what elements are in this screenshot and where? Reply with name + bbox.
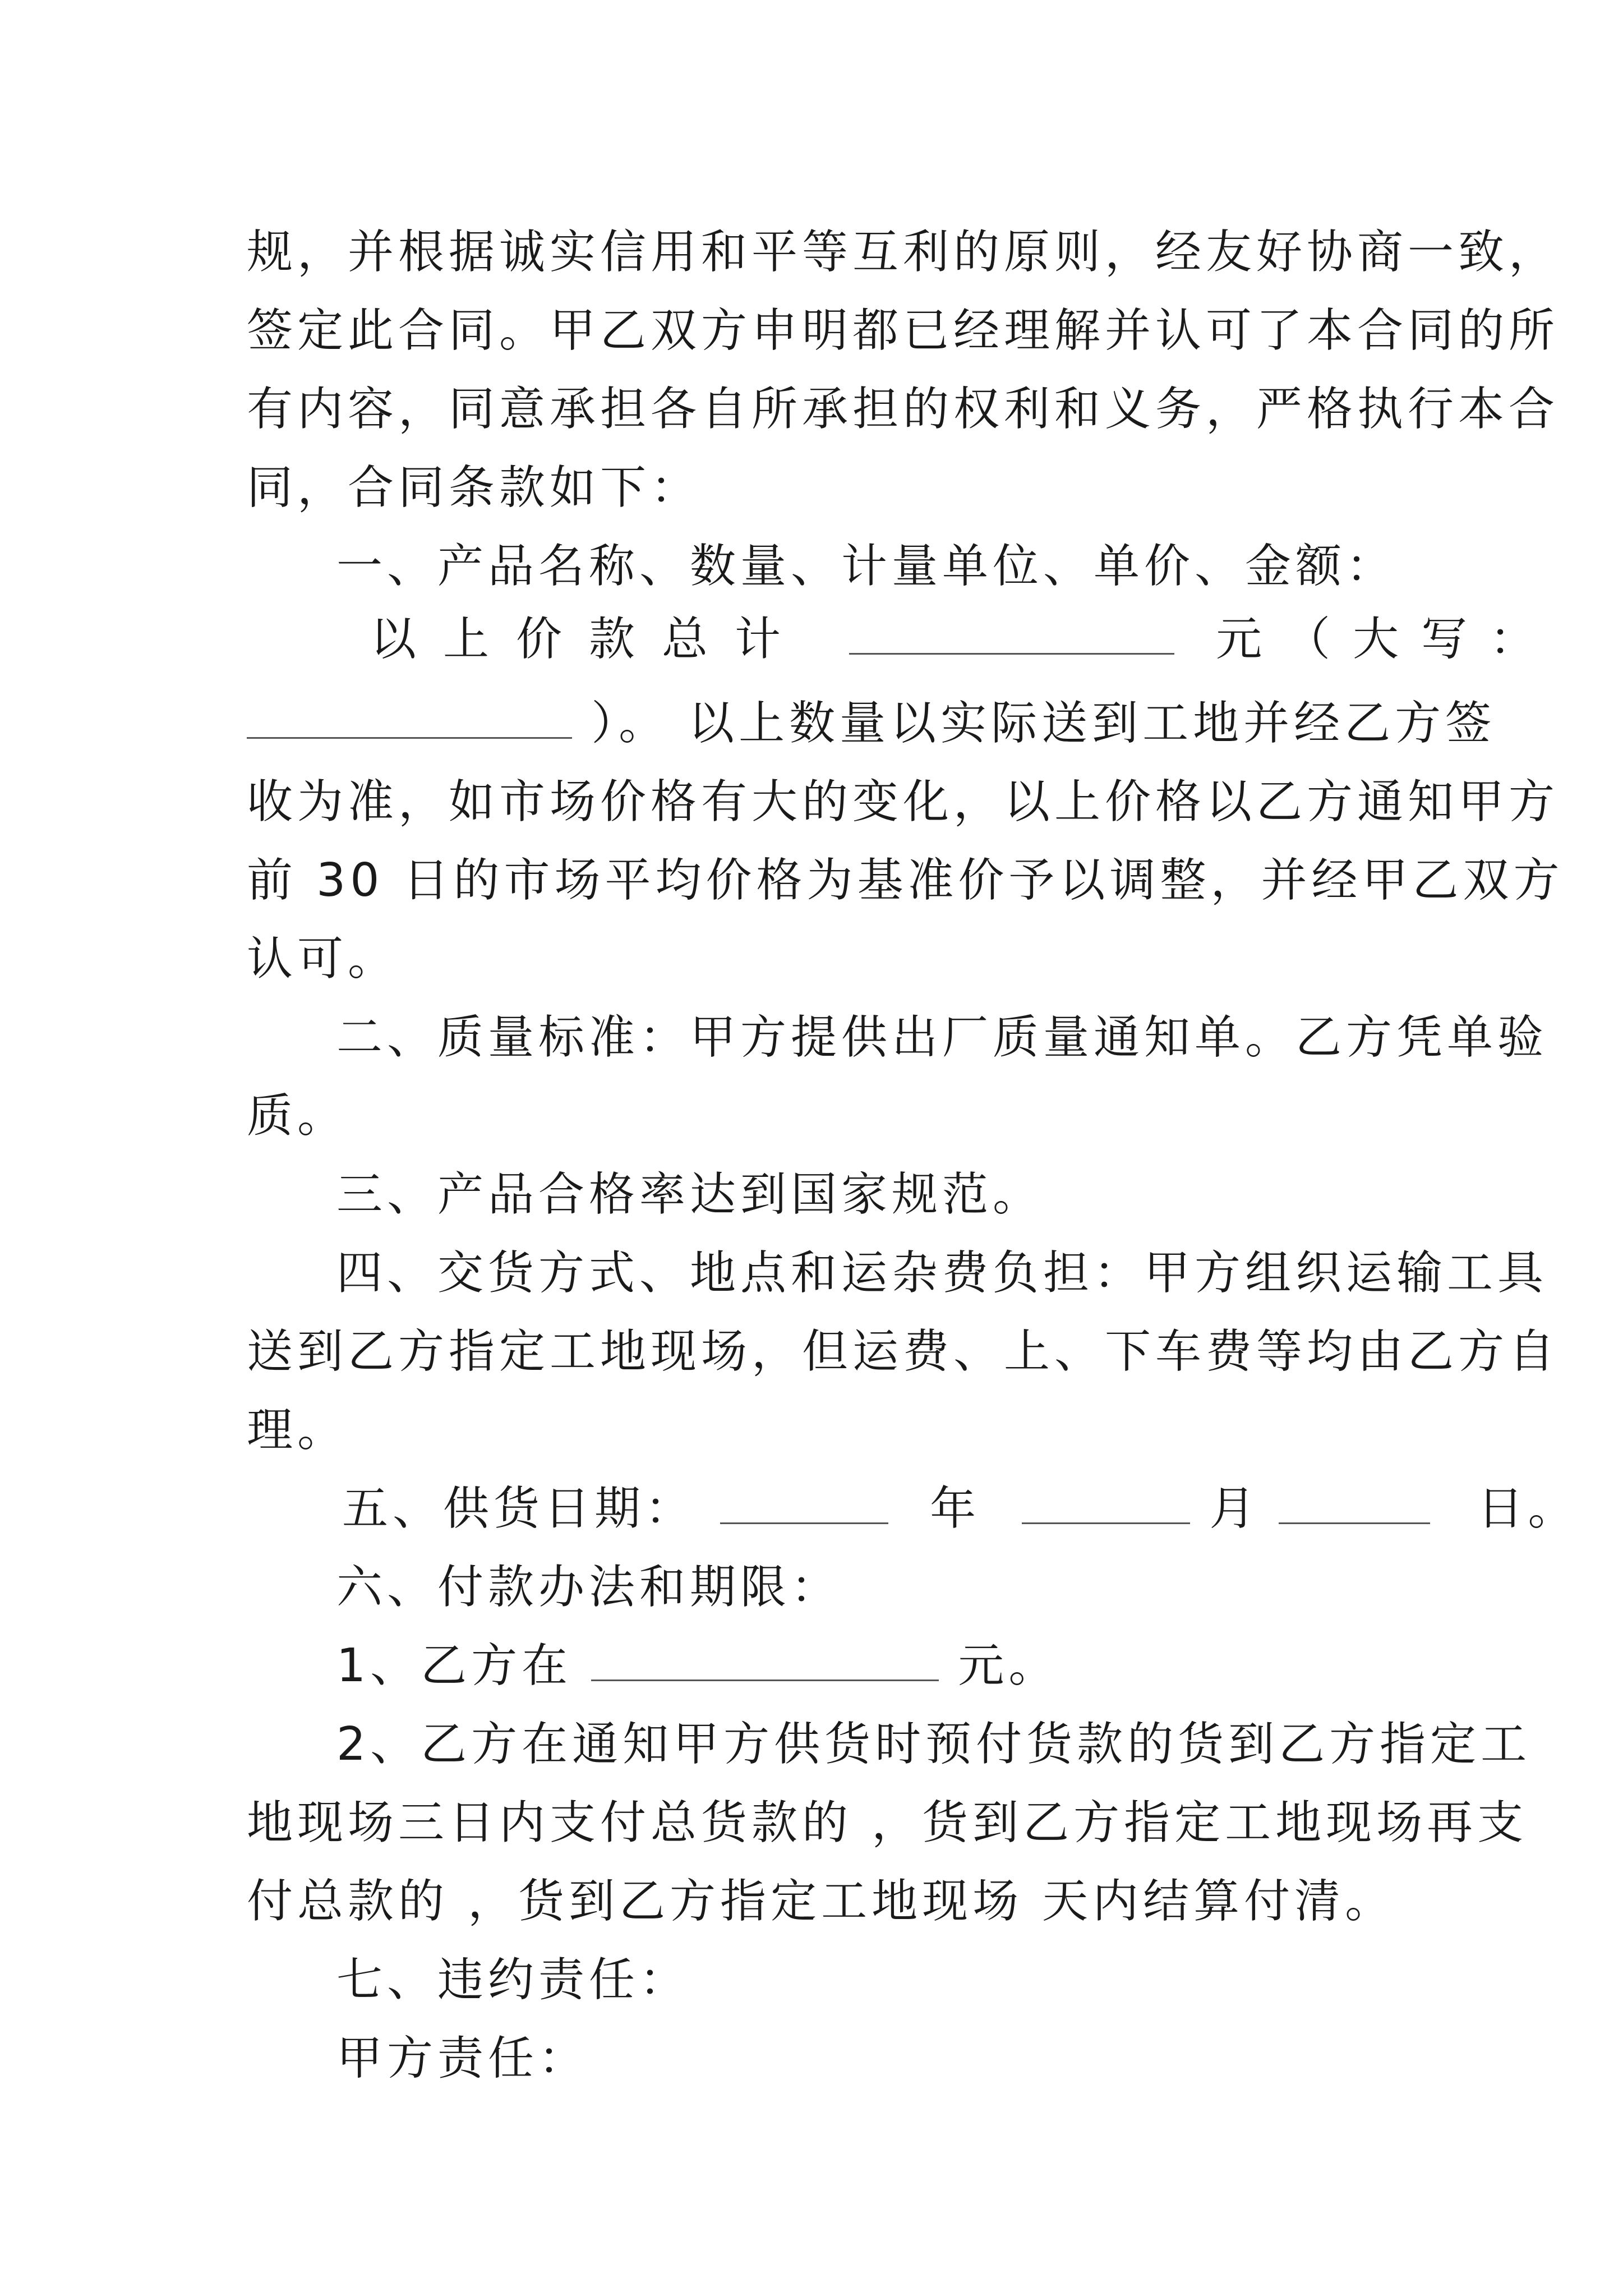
delivery-year-blank	[720, 1481, 888, 1524]
clause-5-delivery-date	[342, 1481, 1579, 1537]
total-price-label: 以上价款总计	[370, 613, 808, 666]
payment-item-1	[336, 1638, 1503, 1694]
paragraph-line: 规，并根据诚实信用和平等互利的原则，经友好协商一致，	[247, 226, 1560, 279]
paragraph-line: 付总款的 ，货到乙方指定工地现场 天内结算付清。	[247, 1875, 1396, 1928]
paragraph-line: 收为准，如市场价格有大的变化，以上价格以乙方通知甲方	[247, 775, 1560, 829]
clause-7-heading: 七、违约责任：	[336, 1953, 690, 2007]
clause-4-heading: 四、交货方式、地点和运杂费负担：甲方组织运输工具	[336, 1246, 1548, 1300]
clause-1-heading: 一、产品名称、数量、计量单位、单价、金额：	[336, 540, 1397, 593]
paragraph-line: 有内容，同意承担各自所承担的权利和义务，严格执行本合	[247, 383, 1560, 436]
paragraph-line	[247, 696, 1496, 752]
delivery-month-blank	[1022, 1481, 1190, 1524]
paragraph-line: 地现场三日内支付总货款的 ，货到乙方指定工地现场再支	[247, 1796, 1528, 1849]
year-label: 年	[930, 1482, 981, 1535]
paragraph-line: 质。	[247, 1089, 348, 1143]
total-price-line	[370, 611, 1559, 668]
paragraph-line: 前 30 日的市场平均价格为基准价予以调整，并经甲乙双方	[247, 854, 1564, 907]
paragraph-line: 理。	[247, 1404, 348, 1457]
total-amount-blank	[849, 611, 1174, 655]
delivery-day-blank	[1279, 1481, 1430, 1524]
payment-item-1-unit: 元。	[958, 1639, 1059, 1692]
uppercase-amount-label: 元（大写：	[1216, 613, 1559, 666]
quantity-note: ）。 以上数量以实际送到工地并经乙方签	[591, 697, 1496, 750]
paragraph-line: 签定此合同。甲乙双方申明都已经理解并认可了本合同的所	[247, 304, 1560, 357]
clause-6-heading: 六、付款办法和期限：	[336, 1561, 842, 1614]
party-a-liability-heading: 甲方责任：	[336, 2032, 589, 2085]
paragraph-line: 送到乙方指定工地现场，但运费、上、下车费等均由乙方自	[247, 1325, 1560, 1378]
uppercase-amount-blank	[247, 696, 572, 739]
day-label: 日。	[1477, 1482, 1579, 1535]
paragraph-line: 同，合同条款如下：	[247, 461, 702, 514]
paragraph-line: 认可。	[247, 932, 399, 986]
delivery-date-label: 五、供货日期：	[342, 1482, 696, 1535]
payment-item-2: 2、乙方在通知甲方供货时预付货款的货到乙方指定工	[336, 1718, 1532, 1771]
payment-item-1-label: 1、乙方在	[336, 1639, 573, 1692]
prepayment-amount-blank	[591, 1638, 939, 1681]
month-label: 月	[1209, 1482, 1260, 1535]
clause-3-heading: 三、产品合格率达到国家规范。	[336, 1168, 1044, 1221]
clause-2-heading: 二、质量标准：甲方提供出厂质量通知单。乙方凭单验	[336, 1011, 1548, 1064]
